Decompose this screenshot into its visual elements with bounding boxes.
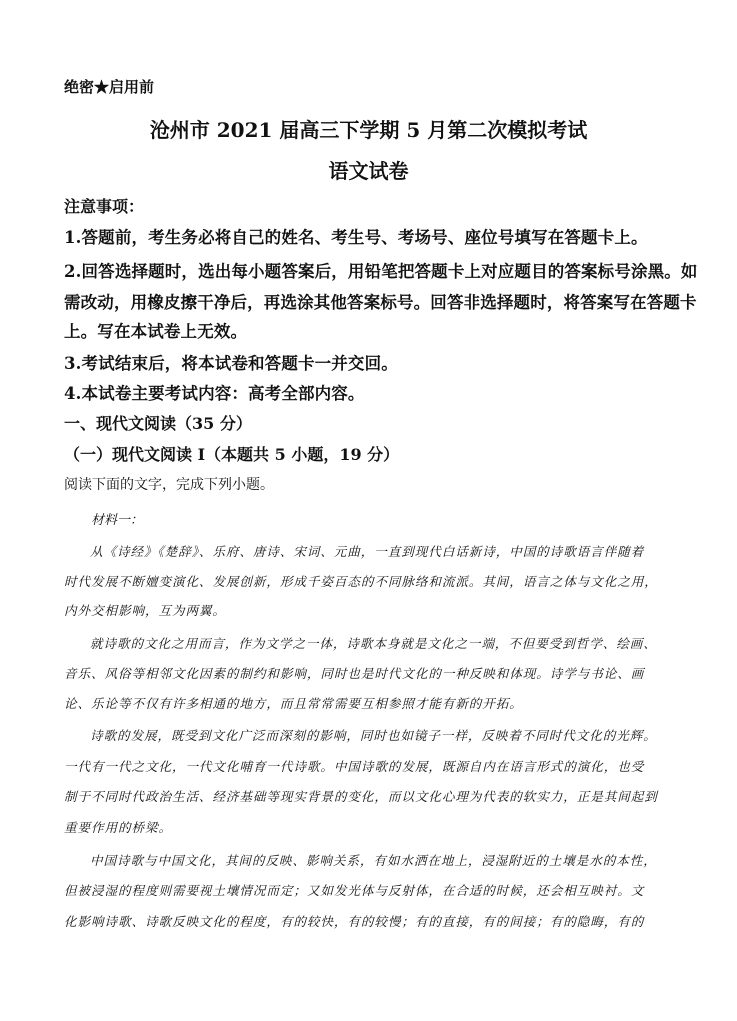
part-title: 一、现代文阅读（35 分） (64, 414, 252, 433)
passage-line: 但被浸湿的程度则需要视土壤情况而定；又如发光体与反射体，在合适的时候，还会相互映衬。文 (64, 883, 645, 898)
reading-instruction: 阅读下面的文字，完成下列小题。 (64, 477, 274, 493)
passage-line: 时代发展不断嬗变演化、发展创新，形成千姿百态的不同脉络和流派。其间，语言之体与文化之用， (64, 574, 658, 589)
passage-line: 论、乐论等不仅有许多相通的地方，而且常常需要互相参照才能有新的开拓。 (64, 696, 523, 711)
passage-line: 内外交相影响，互为两翼。 (64, 603, 226, 618)
passage-line: 一代有一代之文化，一代文化哺育一代诗歌。中国诗歌的发展，既源自内在语言形式的演化，也受 (64, 759, 645, 774)
exam-subtitle: 语文试卷 (328, 159, 409, 183)
passage-line: 诗歌的发展，既受到文化广泛而深刻的影响，同时也如镜子一样，反映着不同时代文化的光辉。 (90, 728, 657, 743)
sub-section-title: （一）现代文阅读 I（本题共 5 小题，19 分） (64, 445, 400, 464)
passage-line: 制于不同时代政治生活、经济基础等现实背景的变化，而以文化心理为代表的软实力，正是其间起到 (64, 789, 658, 804)
note-line: 需改动，用橡皮擦干净后，再选涂其他答案标号。回答非选择题时，将答案写在答题卡 (64, 293, 697, 312)
passage-line: 从《诗经》《楚辞》、乐府、唐诗、宋词、元曲，一直到现代白话新诗，中国的诗歌语言伴随着 (90, 544, 645, 559)
passage-line: 化影响诗歌、诗歌反映文化的程度，有的较快，有的较慢；有的直接，有的间接；有的隐晦，有的 (64, 914, 645, 929)
note-line: 3.考试结束后，将本试卷和答题卡一并交回。 (64, 354, 398, 373)
confidential-mark: 绝密★启用前 (64, 78, 155, 96)
passage-line: 音乐、风俗等相邻文化因素的制约和影响，同时也是时代文化的一种反映和体现。诗学与书论、画 (64, 666, 645, 681)
material-label: 材料一： (91, 513, 144, 528)
exam-title: 沧州市 2021 届高三下学期 5 月第二次模拟考试 (149, 118, 588, 142)
note-line: 2.回答选择题时，选出每小题答案后，用铅笔把答题卡上对应题目的答案标号涂黑。如 (64, 262, 698, 281)
passage-line: 重要作用的桥梁。 (64, 820, 172, 835)
notes-heading: 注意事项： (64, 197, 145, 216)
note-line: 4.本试卷主要考试内容：高考全部内容。 (64, 384, 365, 403)
note-line: 上。写在本试卷上无效。 (64, 322, 248, 341)
passage-line: 中国诗歌与中国文化，其间的反映、影响关系，有如水洒在地上，浸湿附近的土壤是水的本性， (90, 853, 657, 868)
note-line: 1.答题前，考生务必将自己的姓名、考生号、考场号、座位号填写在答题卡上。 (64, 228, 648, 247)
passage-line: 就诗歌的文化之用而言，作为文学之一体，诗歌本身就是文化之一端，不但要受到哲学、绘画、 (90, 636, 657, 651)
